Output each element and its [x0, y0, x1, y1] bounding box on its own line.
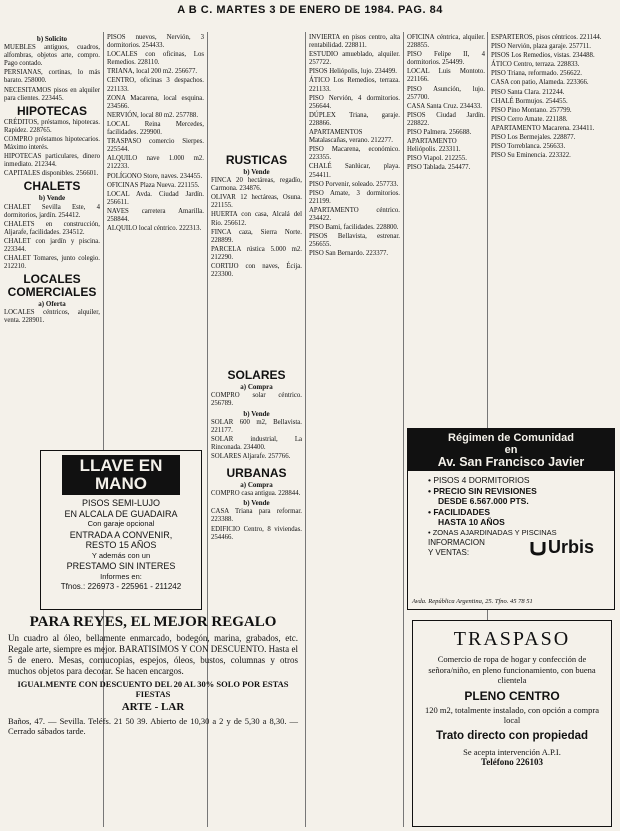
traspaso-line: 120 m2, totalmente instalado, con opción a compra local — [425, 704, 599, 725]
classified-ad: PISO Palmera. 256688. — [407, 129, 472, 137]
sub-solicito: b) Solicito — [36, 35, 68, 43]
classified-ad: CAPITALES disponibles. 256601. — [4, 170, 99, 178]
sub-vende: b) Vende — [243, 168, 270, 176]
classified-ad: PISO Torreblanca. 256633. — [491, 143, 566, 151]
classified-ad: PISOS Heliópolis, lujo. 234499. — [309, 68, 397, 76]
classified-ad: CASA Santa Cruz. 234433. — [407, 102, 482, 110]
classified-ad: CRÉDITOS, préstamos, hipotecas. Rapidez. 228765. — [4, 118, 100, 134]
classified-ad: CASA con patio, Alameda. 223366. — [491, 79, 589, 87]
urbis-line: • PRECIO SIN REVISIONES — [428, 485, 537, 496]
llave-line: Informes en: — [100, 571, 142, 581]
classified-ad: EDIFICIO Centro, 8 viviendas. 254466. — [211, 525, 302, 541]
classified-ad: COMPRO préstamos hipotecarios. Máximo interés. — [4, 135, 100, 152]
classified-ad: PISO San Bernardo. 223377. — [309, 250, 389, 258]
classified-ad: APARTAMENTO Macarena. 234411. — [491, 124, 595, 132]
classified-ad: SOLAR 600 m2, Bellavista. 221177. — [211, 418, 302, 434]
column-6 — [491, 34, 616, 429]
classified-ad: PISO Bami, facilidades. 228800. — [309, 224, 399, 232]
classified-ad: APARTAMENTOS Matalascañas, verano. 212277. — [309, 129, 393, 145]
classified-ad: PARCELA rústica 5.000 m2. 212290. — [211, 245, 302, 261]
column-1 — [4, 34, 100, 454]
urbis-brand: Urbis — [547, 537, 594, 558]
section-rusticas: RUSTICAS — [225, 153, 288, 167]
classified-ad: OFICINA céntrica, alquiler. 228855. — [407, 34, 485, 50]
urbis-title-3: Av. San Francisco Javier — [437, 455, 585, 469]
urbis-line: • FACILIDADES — [428, 506, 491, 517]
classified-ad: INVIERTA en pisos centro, alta rentabilidad. 228811. — [309, 34, 400, 50]
section-locales: LOCALES COMERCIALES — [7, 272, 97, 300]
classified-ad: PISO Nervión, plaza garaje. 257711. — [491, 43, 591, 51]
classified-ad: ESTUDIO amueblado, alquiler. 257722. — [309, 51, 400, 67]
classified-ad: FINCA 20 hectáreas, regadío, Carmona. 234876. — [211, 177, 302, 193]
classified-ad: PISO Nervión, 4 dormitorios. 256644. — [309, 94, 400, 110]
classified-ad: NECESITAMOS pisos en alquiler para clientes. 223445. — [4, 86, 100, 102]
llave-line: EN ALCALA DE GUADAIRA — [64, 508, 178, 519]
urbis-line: • ZONAS AJARDINADAS Y PISCINAS — [428, 527, 557, 537]
classified-ad: ÁTICO Centro, terraza. 228833. — [491, 61, 580, 69]
classified-ad: APARTAMENTO Heliópolis. 223311. — [407, 138, 461, 154]
classified-ad: APARTAMENTO céntrico. 234422. — [309, 206, 400, 222]
classified-ad: PISO Los Bermejales. 228877. — [491, 134, 576, 142]
reyes-discount: IGUALMENTE CON DESCUENTO DEL 20 AL 30% SOLO POR ESTAS FIESTAS — [17, 679, 289, 699]
classified-ad: PISO Su Eminencia. 223322. — [491, 152, 571, 160]
classified-ad: CHALET con jardín y piscina. 223344. — [4, 237, 100, 253]
classified-ad: TRIANA, local 200 m2. 256677. — [107, 68, 198, 76]
classified-ad: ZONA Macarena, local esquina. 234566. — [107, 94, 204, 110]
urbis-line: INFORMACION — [428, 538, 485, 547]
classified-ad: ALQUILO nave 1.000 m2. 212233. — [107, 155, 204, 171]
sub-vende: b) Vende — [243, 499, 270, 508]
llave-line: PISOS SEMI-LUJO — [81, 498, 161, 508]
classified-ad: PISOS nuevos, Nervión, 3 dormitorios. 254433. — [107, 34, 204, 50]
classified-ad: PISO Tablada. 254477. — [407, 164, 471, 172]
llave-line: Y además con un — [91, 550, 151, 560]
reyes-title: PARA REYES, EL MEJOR REGALO — [29, 614, 277, 630]
column-2 — [107, 34, 204, 434]
classified-ad: PISO Santa Clara. 212244. — [491, 88, 565, 96]
classified-ad: CHALÉ Sanlúcar, playa. 254411. — [309, 163, 400, 179]
section-solares: SOLARES — [227, 368, 286, 383]
classified-ad: DÚPLEX Triana, garaje. 228866. — [309, 111, 400, 127]
classified-ad: PISOS Ciudad Jardín. 228822. — [407, 111, 485, 127]
classified-ad: COMPRO solar céntrico. 256789. — [211, 392, 302, 408]
classified-ad: ÁTICO Los Remedios, terraza. 221133. — [309, 77, 400, 93]
classified-ad: PISO Porvenir, soleado. 257733. — [309, 180, 399, 188]
classified-ad: POLÍGONO Store, naves. 234455. — [107, 172, 203, 180]
classified-ad: PISO Asunción, lujo. 257700. — [407, 85, 485, 101]
reyes-address: Baños, 47. — Sevilla. Teléfs. 21 50 39. Abierto de 10,30 a 2 y de 5,30 a 8,30. — Cerrado sábados tarde. — [8, 716, 298, 736]
column-5 — [407, 34, 485, 429]
classified-ad: PISOS Bellavista, estrenar. 256655. — [309, 233, 400, 249]
classified-ad: SOLAR industrial, La Rinconada. 234400. — [211, 435, 302, 451]
sub-compra: a) Compra — [240, 481, 273, 490]
classified-ad: MUEBLES antiguos, cuadros, alfombras, objetos arte, compro. Pago contado. — [4, 44, 100, 68]
classified-ad: PISO Amate, 3 dormitorios. 221199. — [309, 189, 400, 205]
classified-ad: FINCA caza, Sierra Norte. 228899. — [211, 228, 302, 244]
classified-ad: PISO Triana, reformado. 256622. — [491, 70, 582, 78]
ad-para-reyes — [4, 614, 302, 824]
urbis-title-1: Régimen de Comunidad — [448, 432, 574, 444]
column-4 — [309, 34, 400, 824]
ad-traspaso — [412, 620, 612, 827]
column-3 — [211, 34, 302, 614]
classified-ad: TRASPASO comercio Sierpes. 225544. — [107, 138, 204, 154]
section-chalets: CHALETS — [23, 179, 81, 194]
section-urbanas: URBANAS — [226, 466, 287, 481]
classified-ad: NAVES carretera Amarilla. 258844. — [107, 207, 204, 223]
sub-vende: b) Vende — [38, 194, 66, 203]
classified-ad: LOCAL Avda. Ciudad Jardín. 256611. — [107, 190, 204, 206]
traspaso-title: TRASPASO — [453, 628, 571, 650]
traspaso-line: Teléfono 226103 — [481, 757, 543, 767]
urbis-footer: Avda. República Argentina, 25. Tfno. 45 78 51 — [412, 598, 533, 605]
sub-compra: a) Compra — [240, 383, 273, 392]
classified-ad: HIPOTECAS particulares, dinero inmediato. 212344. — [4, 153, 100, 169]
urbis-line: • PISOS 4 DORMITORIOS — [428, 475, 530, 485]
urbis-line: HASTA 10 AÑOS — [438, 517, 505, 527]
classified-ad: CENTRO, oficinas 3 despachos. 221133. — [107, 77, 204, 93]
llave-line: Con garaje opcional — [87, 519, 155, 528]
sub-vende: b) Vende — [243, 409, 270, 418]
classified-ad: PISOS Los Remedios, vistas. 234488. — [491, 52, 595, 60]
classified-ad: CHALÉ Bormujos. 254455. — [491, 97, 568, 105]
classified-ad: PERSIANAS, cortinas, lo más barato. 258000. — [4, 69, 100, 85]
traspaso-line: Se acepta intervención A.P.I. — [463, 746, 561, 757]
classified-ad: ESPARTEROS, pisos céntricos. 221144. — [491, 34, 602, 41]
urbis-line: Y VENTAS: — [428, 547, 470, 557]
llave-line: PRESTAMO SIN INTERES — [66, 561, 176, 571]
classified-ad: LOCALES céntricos, alquiler, venta. 228901. — [4, 309, 100, 325]
classified-ad: PISO Pino Montano. 257799. — [491, 106, 572, 114]
classified-ad: SOLARES Aljarafe. 257766. — [211, 452, 291, 460]
urbis-title-2: en — [504, 444, 518, 456]
classified-ad: ALQUILO local céntrico. 222313. — [107, 225, 202, 233]
page-header: A B C. MARTES 3 DE ENERO DE 1984. PAG. 84 — [177, 4, 443, 16]
classified-ad: OFICINAS Plaza Nueva. 221155. — [107, 181, 200, 189]
classified-ad: COMPRO casa antigua. 228844. — [211, 490, 301, 498]
traspaso-line: PLENO CENTRO — [464, 688, 560, 703]
reyes-brand: ARTE - LAR — [121, 701, 185, 713]
classified-ad: CHALET Tomares, junto colegio. 212210. — [4, 255, 100, 271]
classified-ad: PISO Cerro Amate. 221188. — [491, 115, 568, 123]
sub-oferta: a) Oferta — [38, 300, 66, 309]
traspaso-line: Comercio de ropa de hogar y confección de señora/niño, en pleno funcionamiento, con buena clientela — [428, 654, 596, 685]
classified-ad: PISO Macarena, económico. 223355. — [309, 146, 400, 162]
classified-ad: CASA Triana para reformar. 223388. — [211, 508, 302, 524]
classified-ad: HUERTA con casa, Alcalá del Río. 256612. — [211, 211, 302, 227]
classified-ad: NERVIÓN, local 80 m2. 257788. — [107, 111, 199, 119]
traspaso-line: Trato directo con propiedad — [435, 729, 589, 742]
reyes-text: Un cuadro al óleo, bellamente enmarcado, bodegón, marina, grabados, etc. Regale arte, siempre es mejor. BARATISIMOS Y CON DESCUENTO. Hasta el 5 de enero. Mesas, cornucopias, espejos, óleos, bustos, columnas y otros muchos objetos para decorar. Se hacen encargos. — [8, 633, 298, 676]
section-hipotecas: HIPOTECAS — [16, 103, 87, 118]
classified-ad: LOCAL Luis Montoto. 221166. — [407, 68, 485, 84]
classified-ad: PISO Felipe II, 4 dormitorios. 254499. — [407, 51, 485, 67]
classified-ad: LOCALES con oficinas, Los Remedios. 228110. — [107, 51, 204, 67]
llave-title: LLAVE EN MANO — [62, 455, 180, 495]
classified-ad: OLIVAR 12 hectáreas, Osuna. 221155. — [211, 194, 302, 210]
classified-ad: CHALET Sevilla Este, 4 dormitorios, jardín. 254412. — [4, 203, 100, 219]
classified-ad: CHALETS en construcción, Aljarafe, facilidades. 234512. — [4, 220, 100, 236]
llave-line: ENTRADA A CONVENIR, — [69, 529, 173, 540]
urbis-logo-icon — [530, 540, 548, 556]
ad-urbis — [407, 428, 615, 610]
classified-ad: PISO Viapol. 212255. — [407, 155, 467, 163]
ad-llave-en-mano — [40, 450, 202, 610]
llave-line: RESTO 15 AÑOS — [85, 540, 157, 550]
classified-ad: LOCAL Reina Mercedes, facilidades. 229900. — [107, 120, 204, 137]
llave-phones: Tfnos.: 226973 - 225961 - 211242 — [60, 582, 182, 591]
classified-ad: CORTIJO con naves, Écija. 223300. — [211, 263, 302, 279]
urbis-line: DESDE 6.567.000 PTS. — [438, 496, 529, 506]
